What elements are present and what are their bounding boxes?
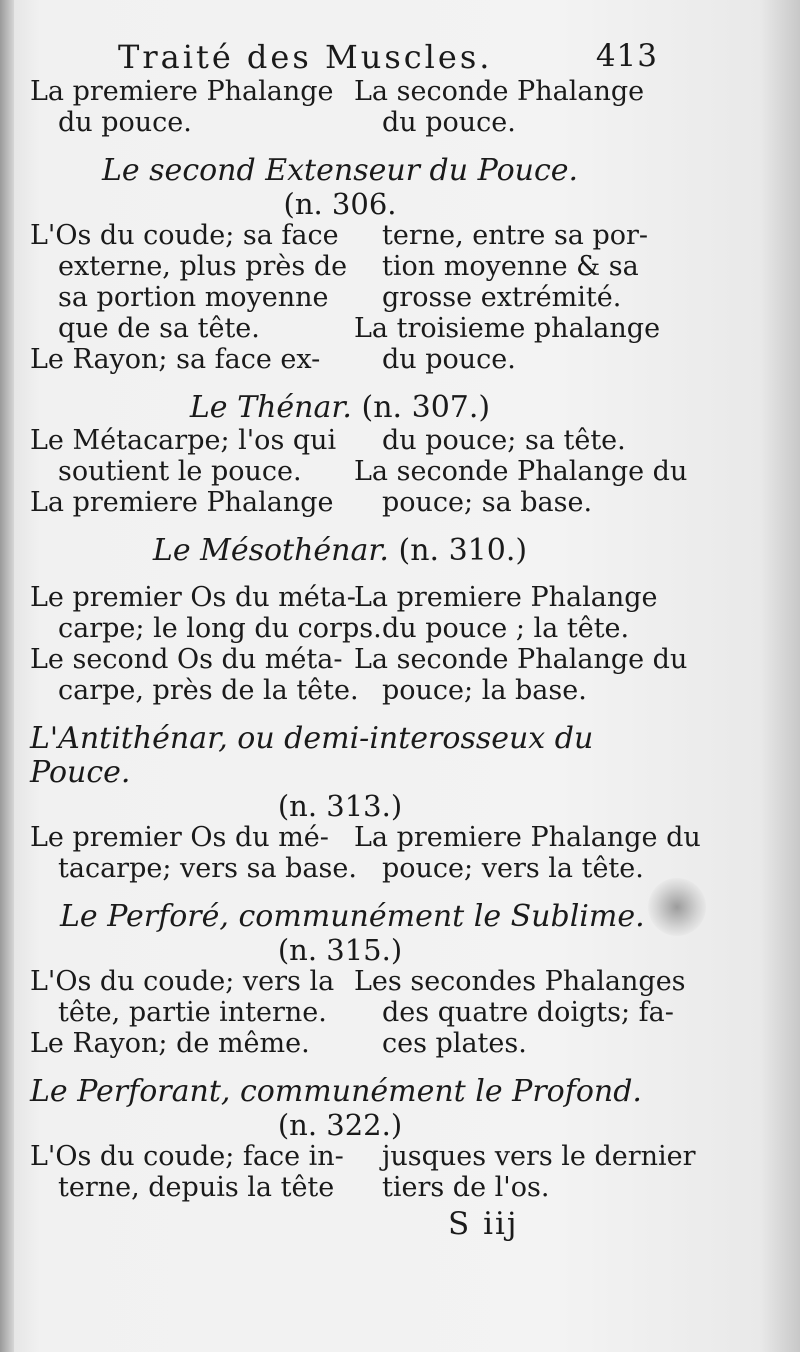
muscle-entry — [30, 966, 686, 1059]
text-line: du pouce. — [382, 107, 516, 138]
text-line: L'Os du coude; face in- — [30, 1141, 344, 1172]
insertion-column — [354, 220, 661, 375]
muscle-entry — [30, 822, 701, 884]
text-line: terne, depuis la tête — [58, 1172, 335, 1203]
muscle-heading: Le Perforé, communément le Sublime. — [60, 899, 645, 934]
origin-column — [30, 425, 354, 518]
text-line: soutient le pouce. — [58, 456, 302, 487]
text-line: Le Rayon; de même. — [30, 1028, 310, 1059]
text-line: externe, plus près de — [58, 251, 348, 282]
text-line: L'Os du coude; vers la — [30, 966, 335, 997]
text-line: La troisieme phalange — [354, 313, 661, 344]
page-gutter-shadow — [0, 0, 14, 1352]
article-number: (n. 315.) — [277, 933, 403, 967]
muscle-heading-title: Le Mésothénar. — [152, 533, 389, 568]
origin-column — [30, 1141, 354, 1203]
insertion-column — [354, 966, 686, 1059]
muscle-heading: Le Perforant, communément le Profond. — [30, 1074, 642, 1109]
text-line: ces plates. — [382, 1028, 527, 1059]
text-line: tacarpe; vers sa base. — [58, 853, 357, 884]
insertion-column — [354, 582, 688, 706]
muscle-heading — [30, 534, 650, 568]
muscle-entry — [30, 1141, 696, 1203]
text-line: La premiere Phalange — [30, 487, 334, 518]
running-header — [118, 38, 658, 76]
text-line: du pouce. — [382, 344, 516, 375]
text-line: tion moyenne & sa — [382, 251, 639, 282]
text-line: du pouce ; la tête. — [382, 613, 630, 644]
muscle-heading: Le second Extenseur du Pouce. — [101, 153, 579, 188]
text-line: sa portion moyenne — [58, 282, 329, 313]
muscle-entry — [30, 425, 688, 518]
text-line: La seconde Phalange du — [354, 456, 688, 487]
text-line: que de sa tête. — [58, 313, 260, 344]
origin-column — [30, 220, 354, 375]
article-number: (n. 310.) — [398, 533, 528, 568]
article-number: (n. 313.) — [277, 789, 403, 823]
page-number: 413 — [595, 38, 658, 74]
muscle-heading: L'Antithénar, ou demi-interosseux du Pouce. — [30, 721, 594, 790]
text-line: Le Rayon; sa face ex- — [30, 344, 321, 375]
article-number: (n. 307.) — [361, 390, 491, 425]
origin-column — [30, 76, 354, 138]
text-line: Le premier Os du méta- — [30, 582, 356, 613]
text-line: La premiere Phalange du — [354, 822, 701, 853]
muscle-heading — [30, 391, 650, 425]
text-line: Le Métacarpe; l'os qui — [30, 425, 337, 456]
insertion-column — [354, 425, 688, 518]
text-line: grosse extrémité. — [382, 282, 622, 313]
ink-blot — [648, 878, 706, 936]
origin-column — [30, 582, 382, 706]
article-number: (n. 306. — [283, 187, 397, 221]
text-line: des quatre doigts; fa- — [382, 997, 674, 1028]
text-line: tiers de l'os. — [382, 1172, 550, 1203]
text-line: Les secondes Phalanges — [354, 966, 686, 997]
text-line: La seconde Phalange — [354, 76, 645, 107]
insertion-column — [354, 76, 650, 138]
text-line: pouce; vers la tête. — [382, 853, 644, 884]
text-line: Le premier Os du mé- — [30, 822, 329, 853]
text-line: L'Os du coude; sa face — [30, 220, 339, 251]
text-line: jusques vers le dernier — [382, 1141, 696, 1172]
text-line: La premiere Phalange — [30, 76, 334, 107]
muscle-entry — [30, 582, 688, 706]
text-line: pouce; sa base. — [382, 487, 593, 518]
text-line: Le second Os du méta- — [30, 644, 343, 675]
text-line: terne, entre sa por- — [382, 220, 649, 251]
text-line: carpe; le long du corps. — [58, 613, 382, 644]
running-title: Traité des Muscles. — [118, 38, 493, 76]
article-number: (n. 322.) — [277, 1108, 403, 1142]
page-content — [30, 76, 701, 1203]
text-line: La premiere Phalange — [354, 582, 658, 613]
origin-column — [30, 822, 357, 884]
insertion-column — [354, 822, 701, 884]
text-line: du pouce. — [58, 107, 192, 138]
text-line: carpe, près de la tête. — [58, 675, 359, 706]
text-line: tête, partie interne. — [58, 997, 327, 1028]
insertion-column — [354, 1141, 696, 1203]
muscle-heading-title: Le Thénar. — [189, 390, 352, 425]
continued-entry — [30, 76, 650, 138]
muscle-entry — [30, 220, 661, 375]
text-line: du pouce; sa tête. — [382, 425, 626, 456]
signature-mark: S iij — [448, 1206, 519, 1242]
text-line: La seconde Phalange du — [354, 644, 688, 675]
text-line: pouce; la base. — [382, 675, 587, 706]
origin-column — [30, 966, 354, 1059]
